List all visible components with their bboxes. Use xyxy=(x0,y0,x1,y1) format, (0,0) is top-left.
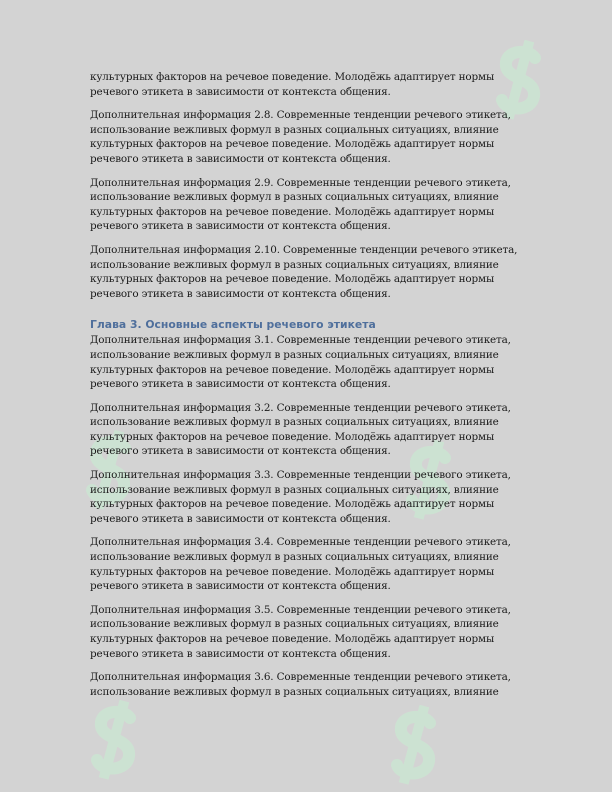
paragraph-3-6: Дополнительная информация 3.6. Современные тенденции речевого этикета, использование вежливых формул в разных социальных ситуациях, влияние xyxy=(90,671,511,698)
watermark-icon xyxy=(385,705,445,785)
document-body xyxy=(90,70,530,708)
watermark-icon xyxy=(85,700,145,780)
paragraph-3-5: Дополнительная информация 3.5. Современные тенденции речевого этикета, использование вежливых формул в разных социальных ситуациях, влияние культурных факторов на речевое поведение. Молодёжь адаптирует нормы речевого этикета в зависимости от контекста общения. xyxy=(90,603,511,660)
paragraph-3-4: Дополнительная информация 3.4. Современные тенденции речевого этикета, использование вежливых формул в разных социальных ситуациях, влияние культурных факторов на речевое поведение. Молодёжь адаптирует нормы речевого этикета в зависимости от контекста общения. xyxy=(90,536,511,593)
paragraph-3-3: Дополнительная информация 3.3. Современные тенденции речевого этикета, использование вежливых формул в разных социальных ситуациях, влияние культурных факторов на речевое поведение. Молодёжь адаптирует нормы речевого этикета в зависимости от контекста общения. xyxy=(90,469,511,525)
chapter-3-heading: Глава 3. Основные аспекты речевого этикета xyxy=(90,318,376,332)
paragraph-2-10: Дополнительная информация 2.10. Современные тенденции речевого этикета, использование вежливых формул в разных социальных ситуациях, влияние культурных факторов на речевое поведение. Молодёжь адаптирует нормы речевого этикета в зависимости от контекста общения. xyxy=(90,243,518,300)
paragraph-2-9: Дополнительная информация 2.9. Современные тенденции речевого этикета, использование вежливых формул в разных социальных ситуациях, влияние культурных факторов на речевое поведение. Молодёжь адаптирует нормы речевого этикета в зависимости от контекста общения. xyxy=(90,176,511,233)
paragraph-intro-fragment: культурных факторов на речевое поведение. Молодёжь адаптирует нормы речевого этикета в зависимости от контекста общения. xyxy=(90,71,495,98)
paragraph-3-2: Дополнительная информация 3.2. Современные тенденции речевого этикета, использование вежливых формул в разных социальных ситуациях, влияние культурных факторов на речевое поведение. Молодёжь адаптирует нормы речевого этикета в зависимости от контекста общения. xyxy=(90,401,511,458)
paragraph-3-1: Дополнительная информация 3.1. Современные тенденции речевого этикета, использование вежливых формул в разных социальных ситуациях, влияние культурных факторов на речевое поведение. Молодёжь адаптирует нормы речевого этикета в зависимости от контекста общения. xyxy=(90,334,511,391)
paragraph-2-8: Дополнительная информация 2.8. Современные тенденции речевого этикета, использование вежливых формул в разных социальных ситуациях, влияние культурных факторов на речевое поведение. Молодёжь адаптирует нормы речевого этикета в зависимости от контекста общения. xyxy=(90,109,511,165)
